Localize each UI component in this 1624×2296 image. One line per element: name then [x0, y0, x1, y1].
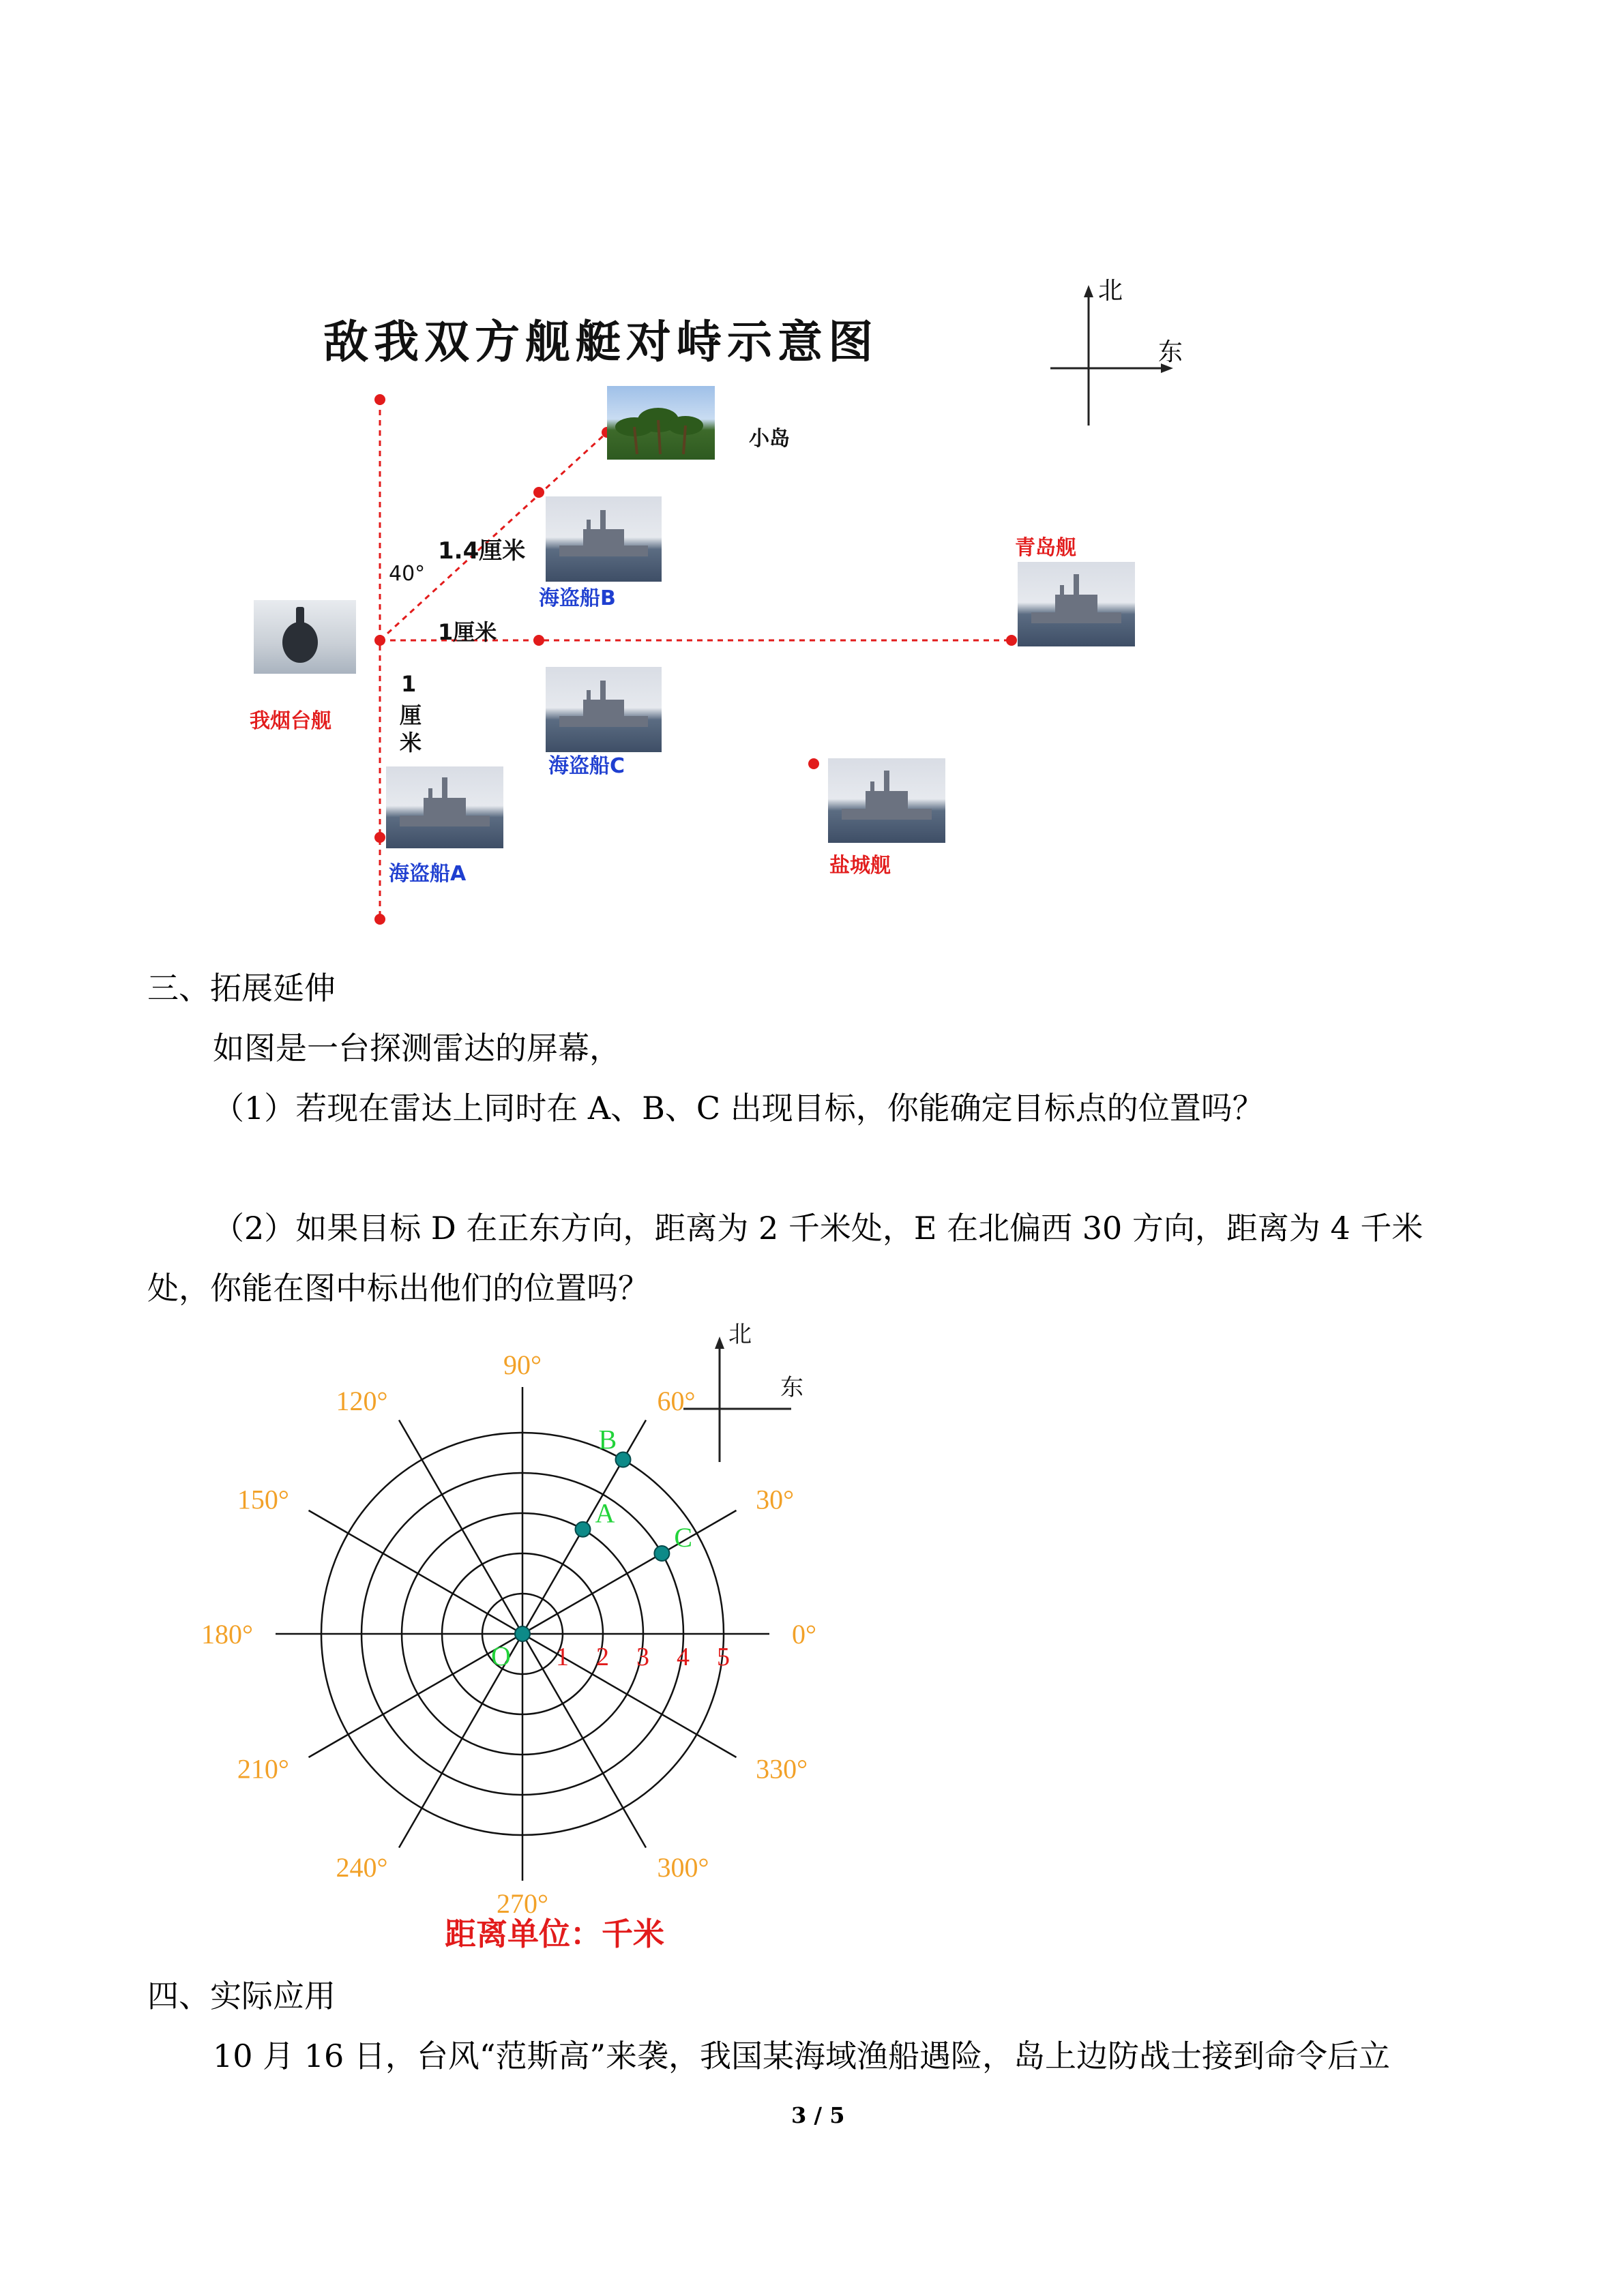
distance-label-b: 1.4厘米 — [438, 537, 526, 565]
origin-label: O — [491, 1641, 511, 1671]
marker-dot — [374, 832, 385, 843]
radar-spoke — [399, 1420, 522, 1634]
yancheng-ship-image — [828, 758, 945, 843]
distance-label-south-1: 1 — [401, 671, 417, 697]
radius-label: 3 — [636, 1643, 649, 1671]
angle-label: 60° — [657, 1385, 696, 1416]
radar-spoke — [522, 1634, 646, 1848]
yantai-submarine-image — [254, 600, 356, 674]
angle-label: 270° — [497, 1888, 548, 1919]
compass-cross — [1050, 293, 1169, 426]
section3-question2-line2: 处，你能在图中标出他们的位置吗？ — [147, 1270, 649, 1307]
target-marker-a — [576, 1522, 591, 1537]
section3-question2-line1: （2）如果目标 D 在正东方向，距离为 2 千米处，E 在北偏西 30 方向，距离为 4 千米 — [213, 1210, 1423, 1247]
target-label-c: C — [674, 1522, 693, 1553]
marker-dot — [374, 914, 385, 925]
radius-label: 4 — [677, 1643, 690, 1671]
pirate-ship-a-image — [386, 766, 503, 848]
compass-east-label: 东 — [1158, 338, 1183, 366]
angle-label: 240° — [336, 1852, 388, 1883]
qingdao-ship-label: 青岛舰 — [1015, 536, 1076, 560]
angle-label: 210° — [237, 1753, 289, 1785]
angle-label: 30° — [756, 1484, 795, 1515]
marker-dot — [1006, 635, 1017, 646]
qingdao-ship-image — [1018, 562, 1135, 646]
radar-diagram — [0, 1309, 887, 1950]
diagram-lines — [0, 0, 1624, 955]
angle-label: 300° — [657, 1852, 709, 1883]
pirate-ship-c-label: 海盗船C — [548, 754, 625, 778]
compass-north-label: 北 — [1098, 277, 1123, 305]
pirate-ship-b-image — [546, 496, 662, 582]
target-label-b: B — [598, 1424, 617, 1455]
page-number: 3 / 5 — [791, 2102, 845, 2128]
angle-label: 150° — [237, 1484, 289, 1515]
angle-label: 120° — [336, 1385, 388, 1416]
angle-label: 180° — [201, 1619, 253, 1650]
pirate-ship-a-label: 海盗船A — [389, 862, 467, 886]
marker-dot — [374, 394, 385, 405]
compass-north-arrow — [1084, 285, 1093, 297]
radius-label: 2 — [596, 1643, 609, 1671]
radar-unit-label: 距离单位：千米 — [445, 1915, 664, 1952]
marker-dot — [808, 758, 819, 769]
section4-heading: 四、实际应用 — [147, 1978, 336, 2014]
pirate-ship-c-image — [546, 667, 662, 752]
distance-label-east: 1厘米 — [438, 619, 497, 645]
radar-compass-north-label: 北 — [728, 1321, 752, 1348]
radar-spoke — [308, 1510, 522, 1634]
radar-compass-north-arrow — [715, 1337, 724, 1349]
island-label: 小岛 — [749, 427, 790, 451]
angle-label: 0° — [792, 1619, 816, 1650]
radar-spoke — [522, 1510, 737, 1634]
yantai-ship-label: 我烟台舰 — [250, 709, 331, 733]
marker-dot — [533, 487, 544, 498]
yancheng-ship-label: 盐城舰 — [829, 854, 891, 878]
distance-label-south-2: 厘 — [400, 702, 422, 728]
angle-label: 40° — [389, 562, 426, 586]
angle-label: 330° — [756, 1753, 808, 1785]
diagram-title: 敌我双方舰艇对峙示意图 — [323, 316, 879, 368]
marker-dot — [374, 635, 385, 646]
marker-dot — [533, 635, 544, 646]
pirate-ship-b-label: 海盗船B — [539, 586, 616, 610]
target-marker-b — [616, 1452, 631, 1467]
radar-compass-east-label: 东 — [780, 1374, 803, 1401]
radius-label: 5 — [717, 1643, 730, 1671]
distance-label-south-3: 米 — [400, 730, 422, 756]
origin-marker — [515, 1626, 530, 1641]
section4-line1: 10 月 16 日，台风“范斯高”来袭，我国某海域渔船遇险，岛上边防战士接到命令后立 — [213, 2038, 1390, 2074]
section3-heading: 三、拓展延伸 — [147, 970, 336, 1007]
island-image — [607, 386, 715, 460]
section3-question1: （1）若现在雷达上同时在 A、B、C 出现目标，你能确定目标点的位置吗？ — [213, 1090, 1264, 1127]
target-marker-c — [654, 1546, 669, 1561]
section3-intro: 如图是一台探测雷达的屏幕， — [213, 1030, 621, 1067]
radar-spoke — [522, 1634, 737, 1757]
angle-label: 90° — [503, 1350, 542, 1380]
target-label-a: A — [595, 1497, 615, 1529]
radar-spoke — [308, 1634, 522, 1757]
radius-label: 1 — [556, 1643, 569, 1671]
